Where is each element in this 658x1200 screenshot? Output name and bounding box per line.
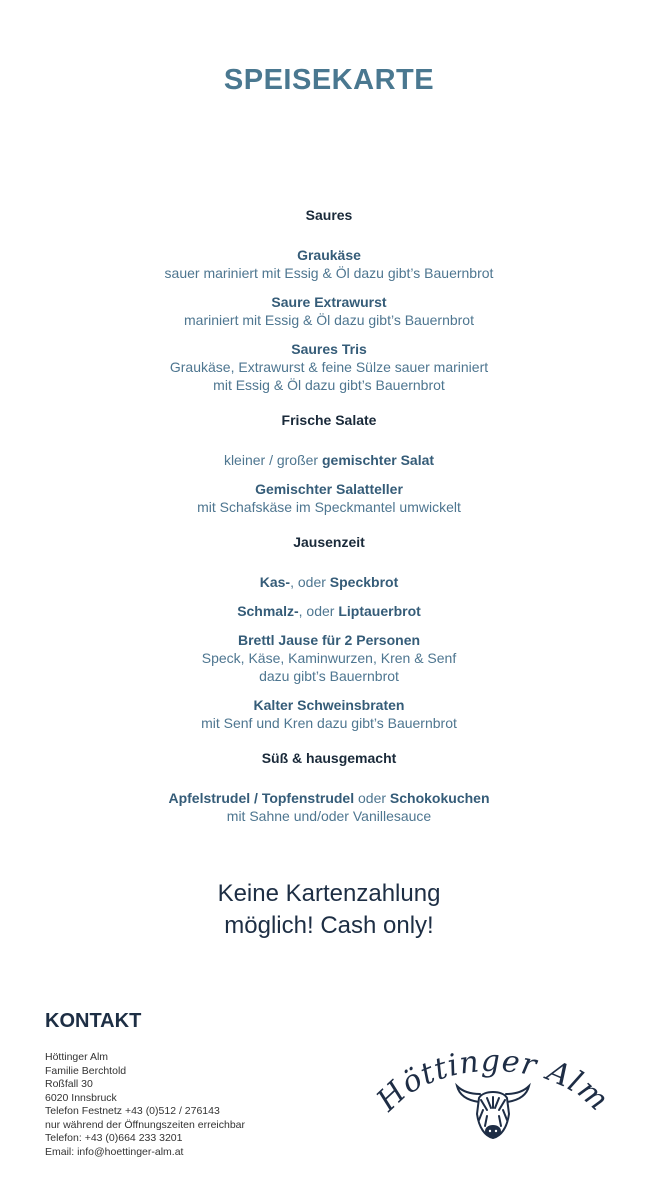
menu-item-name [0, 789, 658, 807]
page-title: SPEISEKARTE [223, 64, 435, 96]
menu-item-name: Graukäse [297, 247, 361, 263]
contact-line: nur während der Öffnungszeiten erreichbar [45, 1118, 246, 1131]
contact-line: Roßfall 30 [45, 1078, 93, 1090]
menu-item-description: sauer mariniert mit Essig & Öl dazu gibt’s Bauernbrot [164, 265, 494, 281]
menu-item [0, 340, 658, 394]
menu-item [0, 480, 658, 516]
menu-item-name-part: Speckbrot [329, 574, 399, 590]
menu-item-description: mit Senf und Kren dazu gibt’s Bauernbrot [201, 715, 457, 731]
menu-item-name: Saures Tris [291, 341, 367, 357]
contact-heading: KONTAKT [45, 1010, 142, 1032]
menu-item-description: mit Schafskäse im Speckmantel umwickelt [197, 499, 461, 515]
menu-item-name [0, 573, 658, 591]
menu-item-name-part: oder [354, 790, 390, 806]
menu-item-name [0, 602, 658, 620]
contact-line: Telefon Festnetz +43 (0)512 / 276143 [45, 1105, 220, 1117]
contact-block [45, 1010, 375, 1159]
menu-item-name-part: Apfelstrudel / Topfenstrudel [168, 790, 355, 806]
menu-item-name: Kalter Schweinsbraten [253, 697, 405, 713]
menu-item [0, 696, 658, 732]
menu-item-description: mit Sahne und/oder Vanillesauce [226, 808, 432, 824]
highland-cow-icon [457, 1086, 529, 1138]
menu-item [0, 789, 658, 825]
menu-item-name-part: , oder [298, 603, 339, 619]
menu-item-name-part: Schokokuchen [389, 790, 490, 806]
payment-notice [0, 878, 658, 942]
menu-item-name-part: Schmalz- [237, 603, 299, 619]
menu-item-name-part: , oder [290, 574, 330, 590]
menu-item [0, 293, 658, 329]
section-title: Jausenzeit [293, 534, 365, 550]
menu-item-name-part: kleiner / großer [223, 452, 322, 468]
hoettinger-alm-logo [368, 1040, 618, 1150]
menu [0, 206, 658, 842]
menu-item-name: Gemischter Salatteller [255, 481, 403, 497]
menu-item [0, 451, 658, 469]
menu-item-name: Saure Extrawurst [271, 294, 387, 310]
menu-item-name [0, 451, 658, 469]
menu-item-name-part: Kas- [259, 574, 291, 590]
menu-item-name: Brettl Jause für 2 Personen [237, 632, 421, 648]
menu-item [0, 573, 658, 591]
menu-item-description: Graukäse, Extrawurst & feine Sülze sauer mariniert [169, 359, 489, 375]
contact-line: Familie Berchtold [45, 1064, 127, 1077]
menu-item-name-part: gemischter Salat [321, 452, 435, 468]
payment-notice-line: möglich! Cash only! [224, 912, 434, 939]
menu-item-description: dazu gibt’s Bauernbrot [259, 668, 399, 684]
menu-item [0, 602, 658, 620]
menu-section [0, 206, 658, 411]
logo-text: Höttinger Alm [370, 1043, 616, 1119]
section-title: Frische Salate [281, 412, 377, 428]
contact-line: Email: info@hoettinger-alm.at [45, 1145, 184, 1158]
menu-section [0, 533, 658, 749]
menu-item-description: mit Essig & Öl dazu gibt’s Bauernbrot [213, 377, 445, 393]
menu-item-description: Speck, Käse, Kaminwurzen, Kren & Senf [201, 650, 457, 666]
contact-line: Höttinger Alm [45, 1051, 109, 1063]
menu-item-name-part: Liptauerbrot [338, 603, 421, 619]
section-title: Süß & hausgemacht [261, 750, 397, 766]
section-title: Saures [305, 207, 353, 223]
contact-line: 6020 Innsbruck [45, 1091, 117, 1104]
contact-lines [45, 1051, 375, 1159]
menu-item [0, 631, 658, 685]
menu-section [0, 411, 658, 533]
payment-notice-line: Keine Kartenzahlung [217, 880, 441, 907]
menu-item-description: mariniert mit Essig & Öl dazu gibt’s Bauernbrot [184, 312, 474, 328]
menu-section [0, 749, 658, 842]
menu-item [0, 246, 658, 282]
contact-line: Telefon: +43 (0)664 233 3201 [45, 1132, 183, 1144]
